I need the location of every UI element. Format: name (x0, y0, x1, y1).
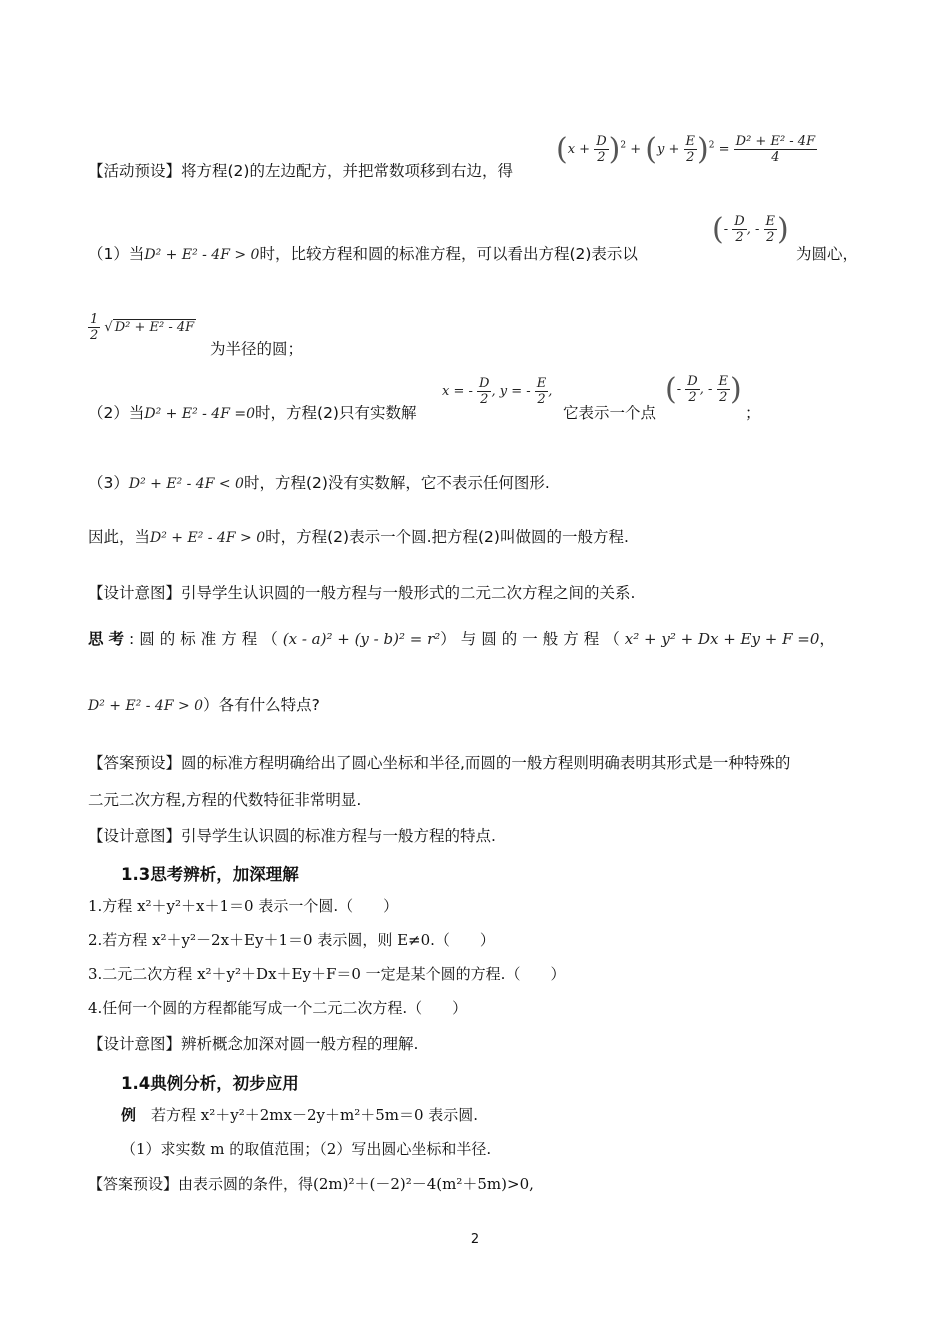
section-heading-1-3: 1.3思考辨析，加深理解 (121, 865, 299, 884)
point-coordinates: (- $\frac{D}{2}$ , - $\frac{E}{2}$ ) (665, 372, 742, 407)
point-suffix: ； (745, 404, 761, 422)
radius-expression: $\frac{1}{2}$ √ D² + E² - 4F (90, 312, 195, 343)
case3-line: （3）D² + E² - 4F < 0时，方程(2)没有实数解，它不表示任何图形. (88, 474, 550, 492)
question-3: 3.二元二次方程 x²＋y²＋Dx＋Ey＋F＝0 一定是某个圆的方程.（ ） (88, 965, 566, 983)
thinking-line: 思考:圆的标准方程（(x - a)² + (y - b)² = r²）与圆的一般方程（x² + y² + Dx + Ey + F =0， (88, 630, 835, 648)
section-heading-1-4: 1.4典例分析，初步应用 (121, 1074, 299, 1093)
case1-line: （1）当D² + E² - 4F > 0时，比较方程和圆的标准方程，可以看出方程(2)表示以 (88, 245, 638, 263)
radius-suffix: 为半径的圆； (210, 340, 304, 358)
design-intent-3: 【设计意图】辨析概念加深对圆一般方程的理解. (88, 1035, 419, 1053)
unique-solution: x = - $\frac{D}{2}$ , y = - $\frac{E}{2}$ , (442, 376, 553, 407)
answer-preset-2: 二元二次方程,方程的代数特征非常明显. (88, 791, 362, 809)
center-suffix: 为圆心， (796, 245, 859, 263)
question-4: 4.任何一个圆的方程都能写成一个二元二次方程.（ ） (88, 999, 468, 1017)
page-number: 2 (470, 1232, 480, 1247)
point-text: 它表示一个点 (563, 404, 657, 422)
answer-preset-3: 【答案预设】由表示圆的条件，得(2m)²＋(－2)²－4(m²＋5m)>0, (88, 1175, 534, 1193)
question-2: 2.若方程 x²＋y²－2x＋Ey＋1＝0 表示圆，则 E≠0.（ ） (88, 931, 495, 949)
activity-preset-line: 【活动预设】将方程(2)的左边配方，并把常数项移到右边，得 (88, 162, 513, 180)
design-intent-2: 【设计意图】引导学生认识圆的标准方程与一般方程的特点. (88, 827, 496, 845)
thinking-line-2: D² + E² - 4F > 0）各有什么特点? (88, 696, 320, 714)
question-1: 1.方程 x²＋y²＋x＋1＝0 表示一个圆.（ ） (88, 897, 399, 915)
center-point: (- $\frac{D}{2}$ , - $\frac{E}{2}$ ) (712, 212, 789, 247)
conclusion-line: 因此，当D² + E² - 4F > 0时，方程(2)表示一个圆.把方程(2)叫做圆的一般方程. (88, 528, 629, 546)
design-intent-1: 【设计意图】引导学生认识圆的一般方程与一般形式的二元二次方程之间的关系. (88, 584, 636, 602)
case2-line: （2）当D² + E² - 4F =0时，方程(2)只有实数解 (88, 404, 417, 422)
answer-preset-1: 【答案预设】圆的标准方程明确给出了圆心坐标和半径,而圆的一般方程则明确表明其形式是一种特殊的 (88, 754, 791, 772)
example-line: 例 若方程 x²＋y²＋2mx－2y＋m²＋5m＝0 表示圆. (121, 1106, 479, 1124)
completed-square-equation: (x + $\frac{D}{2}$ )$^2$ + (y + $\frac{E}{2}$ )$^2$ = $\frac{\text{D² + E² - 4F}}{4}$ (556, 132, 816, 167)
example-subquestions: （1）求实数 m 的取值范围；（2）写出圆心坐标和半径. (121, 1140, 492, 1158)
